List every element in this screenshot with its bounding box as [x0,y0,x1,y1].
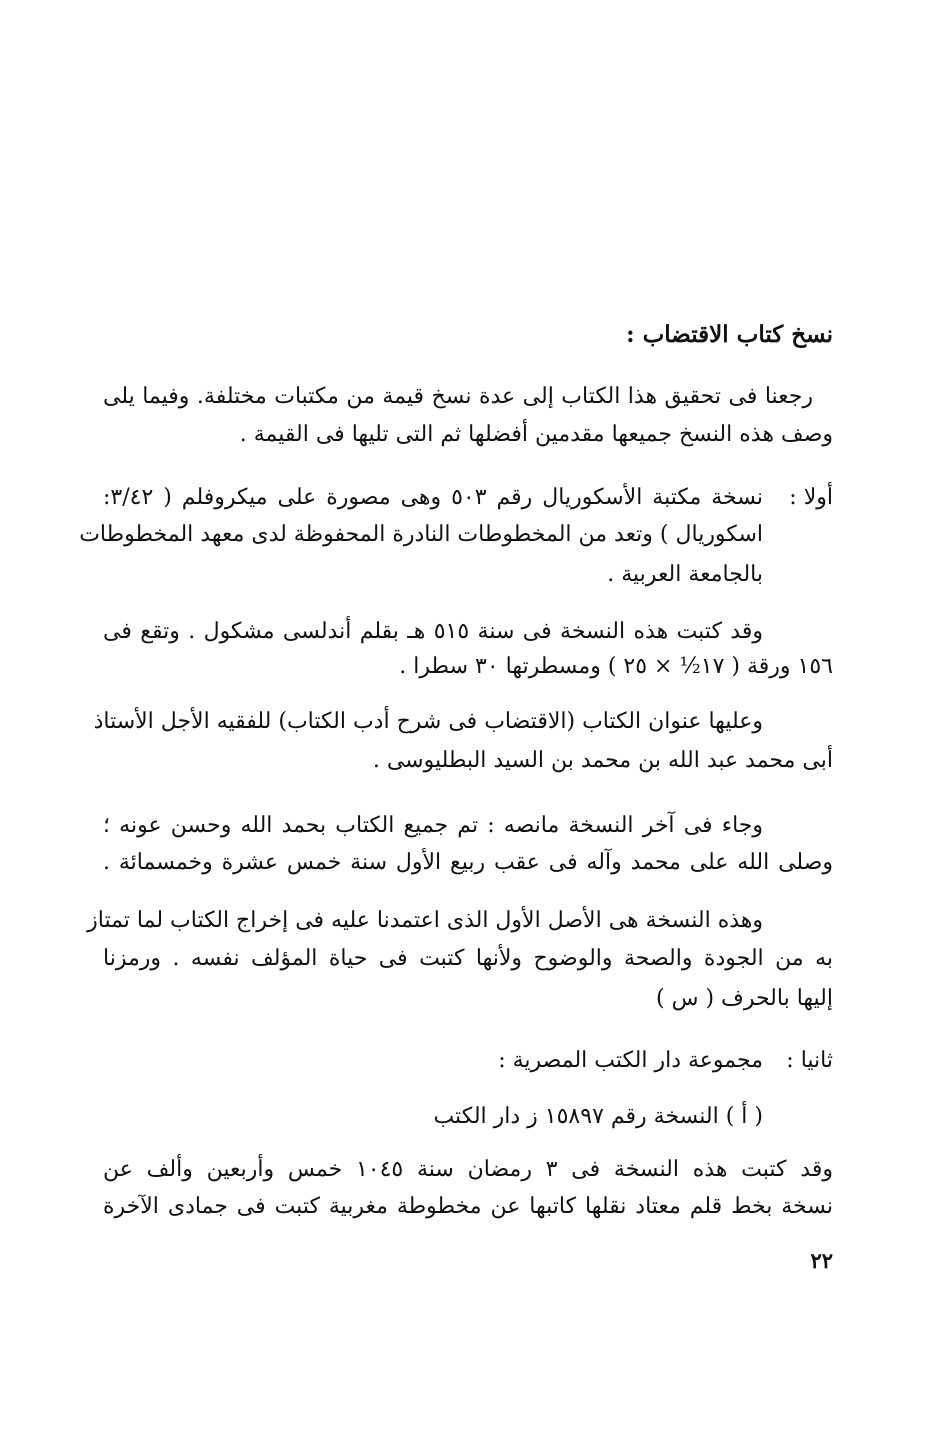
original-line-3: إليها بالحرف ( س ) [656,986,833,1011]
copy-a-line: ( أ ) النسخة رقم ١٥٨٩٧ ز دار الكتب [433,1104,763,1129]
original-line-2: به من الجودة والصحة والوضوح ولأنها كتبت فى حياة المؤلف نفسه . ورمزنا [103,946,833,971]
copy-a-para-line-1: وقد كتبت هذه النسخة فى ٣ رمضان سنة ١٠٤٥ خمس وأربعين وألف عن [103,1157,833,1182]
end-line-2: وصلى الله على محمد وآله فى عقب ربيع الأول سنة خمس عشرة وخمسمائة . [103,850,833,875]
original-line-1: وهذه النسخة هى الأصل الأول الذى اعتمدنا عليه فى إخراج الكتاب لما تمتاز [87,908,763,933]
written-line-2: ١٥٦ ورقة ( ١٧½ × ٢٥ ) ومسطرتها ٣٠ سطرا . [399,654,833,679]
first-copy-line-2: اسكوريال ) وتعد من المخطوطات النادرة المحفوظة لدى معهد المخطوطات [79,522,763,547]
written-line-1: وقد كتبت هذه النسخة فى سنة ٥١٥ هـ بقلم أندلسى مشكول . وتقع فى [103,619,763,644]
first-copy-line-1: نسخة مكتبة الأسكوريال رقم ٥٠٣ وهى مصورة على ميكروفلم ( ٣/٤٢: [103,485,763,510]
title-line-2: أبى محمد عبد الله بن محمد بن السيد البطليوسى . [372,748,833,773]
title-line-1: وعليها عنوان الكتاب (الاقتضاب فى شرح أدب الكتاب) للفقيه الأجل الأستاذ [93,709,763,734]
first-copy-line-3: بالجامعة العربية . [607,562,763,587]
copy-a-para-line-2: نسخة بخط قلم معتاد نقلها كاتبها عن مخطوطة مغربية كتبت فى جمادى الآخرة [103,1194,833,1219]
second-copy-label: ثانيا : [786,1048,833,1073]
first-copy-label: أولا : [789,485,833,510]
page-number: ٢٢ [810,1248,833,1273]
end-line-1: وجاء فى آخر النسخة مانصه : تم جميع الكتاب بحمد الله وحسن عونه ؛ [103,813,763,838]
intro-line-2: وصف هذه النسخ جميعها مقدمين أفضلها ثم التى تليها فى القيمة . [239,422,833,447]
second-copy-text: مجموعة دار الكتب المصرية : [498,1048,763,1073]
section-heading: نسخ كتاب الاقتضاب : [626,321,833,348]
intro-line-1: رجعنا فى تحقيق هذا الكتاب إلى عدة نسخ قيمة من مكتبات مختلفة. وفيما يلى [103,384,813,409]
